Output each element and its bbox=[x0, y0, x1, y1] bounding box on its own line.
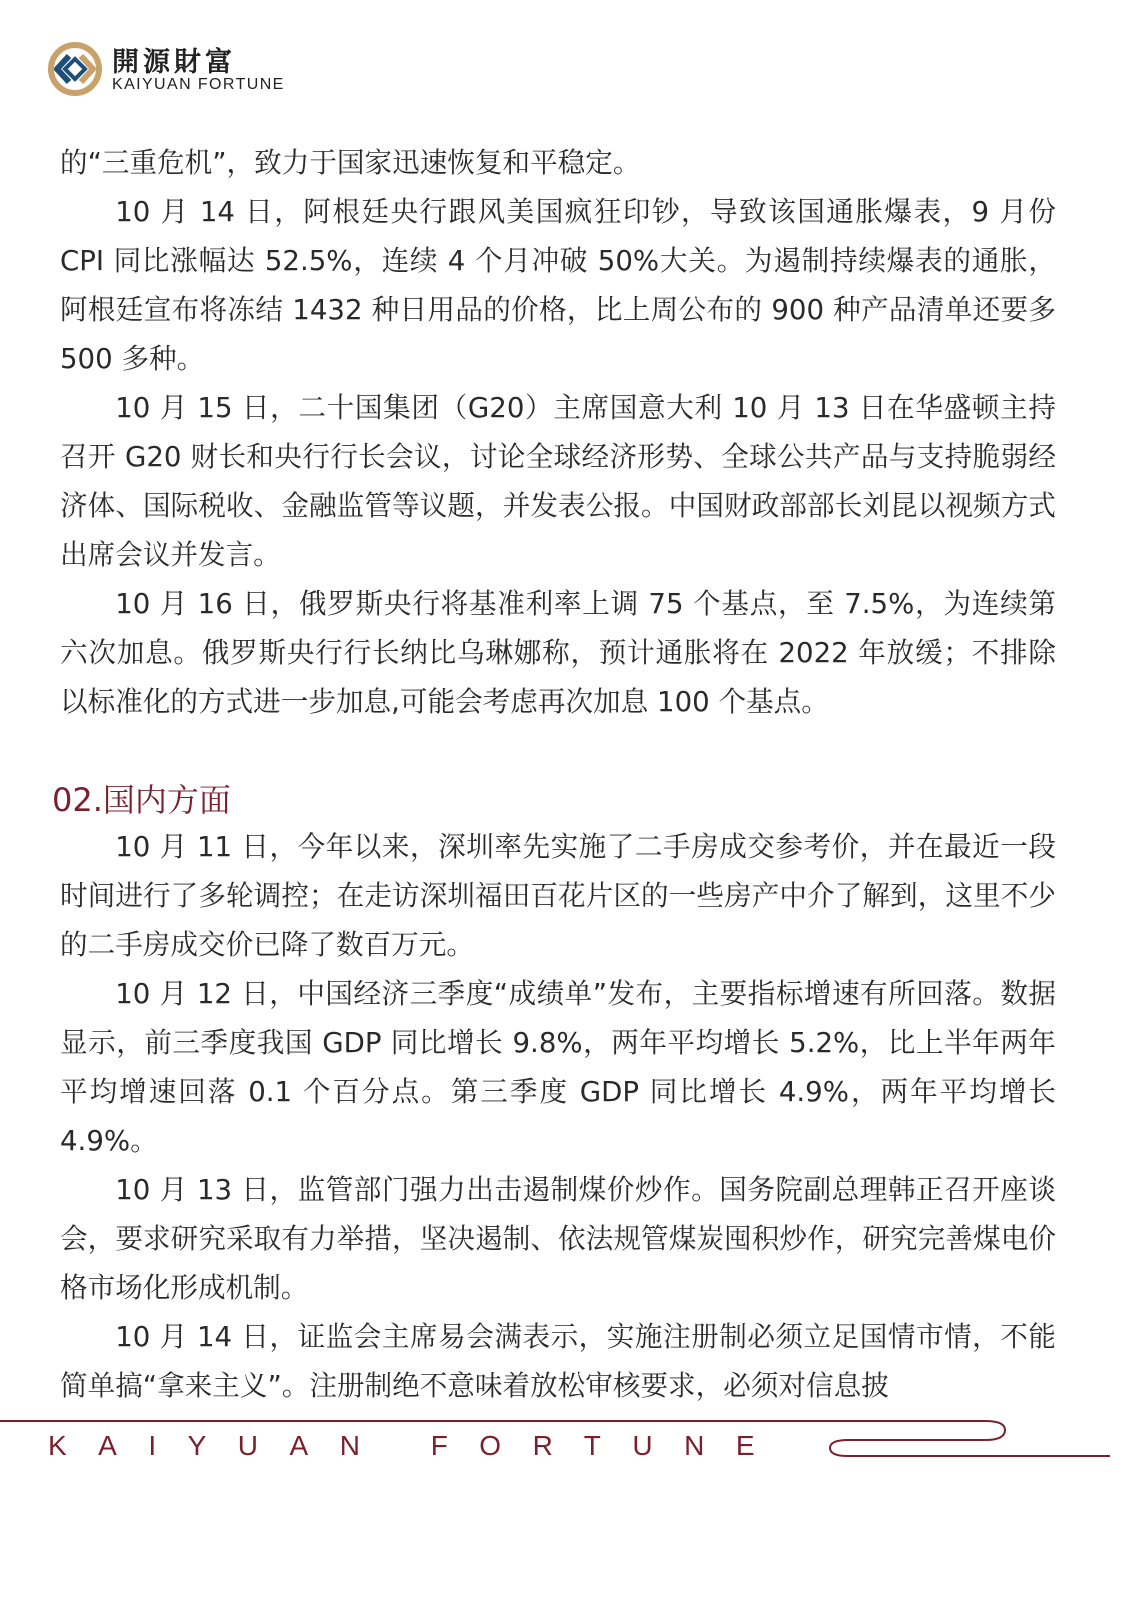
paragraph: 的“三重危机”，致力于国家迅速恢复和平稳定。 bbox=[60, 146, 641, 179]
kaiyuan-logo-icon bbox=[48, 42, 102, 96]
paragraph: 10 月 13 日，监管部门强力出击遏制煤价炒作。国务院副总理韩正召开座谈会，要求研究采取有力举措，坚决遏制、依法规管煤炭囤积炒作，研究完善煤电价格市场化形成机制。 bbox=[60, 1173, 1056, 1304]
paragraph: 10 月 12 日，中国经济三季度“成绩单”发布，主要指标增速有所回落。数据显示，前三季度我国 GDP 同比增长 9.8%，两年平均增长 5.2%，比上半年两年平均增速回落 0.1 个百分点。第三季度 GDP 同比增长 4.9%，两年平均增长 4.9%。 bbox=[60, 977, 1056, 1157]
brand-name-en: KAIYUAN FORTUNE bbox=[112, 76, 285, 93]
paragraph: 10 月 16 日，俄罗斯央行将基准利率上调 75 个基点，至 7.5%，为连续第六次加息。俄罗斯央行行长纳比乌琳娜称，预计通胀将在 2022 年放缓；不排除以标准化的方式进一步加息,可能会考虑再次加息 100 个基点。 bbox=[60, 587, 1056, 718]
paragraph: 10 月 14 日，证监会主席易会满表示，实施注册制必须立足国情市情，不能简单搞“拿来主义”。注册制绝不意味着放松审核要求，必须对信息披 bbox=[60, 1320, 1056, 1402]
paragraph: 10 月 11 日，今年以来，深圳率先实施了二手房成交参考价，并在最近一段时间进行了多轮调控；在走访深圳福田百花片区的一些房产中介了解到，这里不少的二手房成交价已降了数百万元。 bbox=[60, 830, 1056, 961]
article-body bbox=[52, 138, 1056, 1410]
footer-swoosh-icon bbox=[820, 1418, 1130, 1464]
footer-brand-text: KAIYUAN FORTUNE bbox=[48, 1430, 787, 1461]
paragraph: 10 月 15 日，二十国集团（G20）主席国意大利 10 月 13 日在华盛顿主持召开 G20 财长和央行行长会议，讨论全球经济形势、全球公共产品与支持脆弱经济体、国际税收、金融监管等议题，并发表公报。中国财政部部长刘昆以视频方式出席会议并发言。 bbox=[60, 391, 1056, 571]
section-title: 02.国内方面 bbox=[52, 781, 231, 819]
brand-name-cn: 開源財富 bbox=[112, 47, 236, 78]
paragraph: 10 月 14 日，阿根廷央行跟风美国疯狂印钞，导致该国通胀爆表，9 月份 CPI 同比涨幅达 52.5%，连续 4 个月冲破 50%大关。为遏制持续爆表的通胀，阿根廷宣布将冻结 1432 种日用品的价格，比上周公布的 900 种产品清单还要多 500 多种。 bbox=[60, 195, 1056, 375]
header bbox=[48, 38, 308, 100]
